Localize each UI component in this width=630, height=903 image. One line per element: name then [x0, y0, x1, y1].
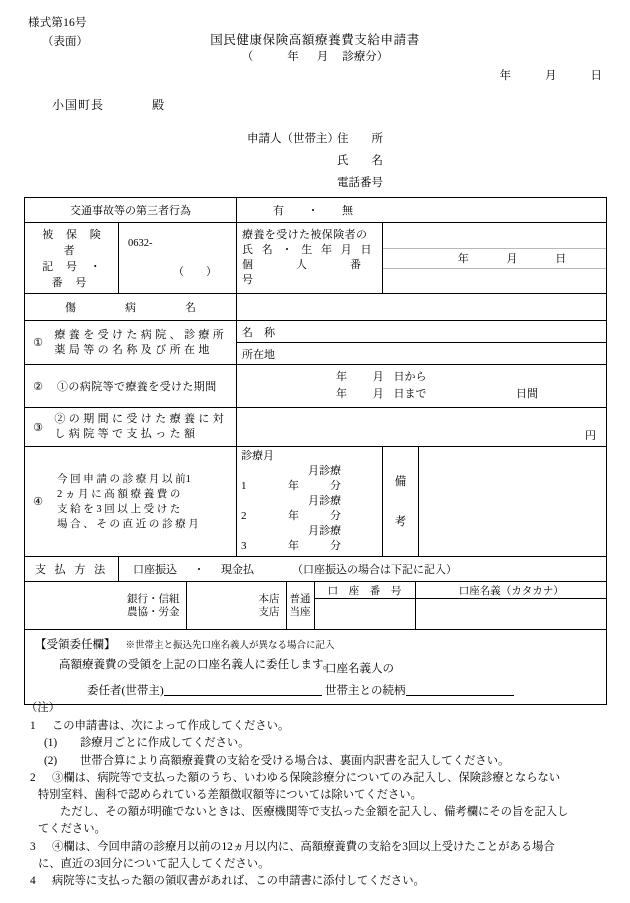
note-marker-3: 3: [30, 840, 36, 853]
item2-to-day: 日まで: [393, 388, 427, 400]
note-text-3-cont: に、直近の3回分について記入してください。: [38, 857, 270, 870]
remarks-label: 備 考: [383, 447, 419, 557]
note-submarker-1-1: (1): [44, 737, 58, 750]
table-row-disease: [25, 294, 607, 321]
table-row-item2: [25, 365, 607, 408]
payment-note: （口座振込の場合は下記に記入）: [292, 564, 457, 576]
date-day-label: 日: [590, 70, 602, 82]
note-marker-1: 1: [30, 720, 36, 733]
item3-amount-field[interactable]: [237, 408, 607, 447]
item1-number: ①: [33, 337, 43, 349]
account-kind-field[interactable]: 普通 当座: [286, 582, 314, 629]
note-marker-2: 2: [30, 771, 36, 784]
applicant-phone-row: [247, 172, 383, 194]
applicant-address-row: [247, 128, 383, 150]
insured-symbol-value: 0632-: [128, 237, 153, 249]
addressee-name: 小国町長: [52, 98, 105, 112]
disease-field[interactable]: [237, 294, 607, 321]
note-subitem-1-1: [26, 735, 612, 752]
note-text-1: この申請書は、次によって作成してください。: [52, 720, 290, 733]
account-holder-header: 口座名義（カタカナ）: [415, 582, 607, 599]
notes-section: [26, 700, 612, 890]
item1-address-field[interactable]: [237, 343, 606, 365]
note-text-2-cont-indent: ただし、その額が明確でないときは、医療機関等で支払った金額を記入し、備考欄にその旨を記入し: [60, 806, 569, 819]
page-title: 国民健康保険高額療養費支給申請書: [210, 33, 420, 47]
disease-label: 傷 病 名: [65, 302, 205, 314]
payment-method-label: 支 払 方 法: [34, 564, 109, 576]
delegation-title-line: [35, 636, 598, 656]
patient-info-label: 療養を受けた被保険者の 氏 名 ・ 生 年 月 日 個 人 番 号: [242, 229, 404, 286]
date-year-label: 年: [499, 70, 511, 82]
applicant-phone-label: 電話番号: [337, 177, 383, 189]
delegation-sentence: 高額療養費の受領を上記の口座名義人に委任します。: [59, 659, 335, 671]
item4-entry-3: 3 年月診療分: [241, 525, 341, 552]
applicant-address-label: 住 所: [337, 133, 383, 145]
item2-from-month: 月: [372, 371, 384, 383]
holder-relation-input[interactable]: [406, 680, 514, 696]
item4-entry-1: 1 年月診療分: [241, 465, 341, 492]
applicant-block: [247, 128, 383, 194]
insured-symbol-label: 被 保 険 者 記 号 ・ 番 号: [42, 229, 106, 289]
treatment-month-subtitle: [0, 48, 630, 64]
third-party-choice: [237, 199, 606, 221]
applicant-name-row: [247, 150, 383, 172]
patient-mynumber-field[interactable]: [383, 268, 606, 287]
bank-branch-field[interactable]: 本店 支店: [186, 582, 286, 629]
note-marker-4: 4: [30, 875, 36, 888]
table-row-bank: [25, 582, 607, 630]
item4-entry-2: 2 年月診療分: [241, 495, 341, 522]
item2-from-day: 日から: [393, 371, 427, 383]
table-row-item3: [25, 408, 607, 447]
remarks-field[interactable]: [419, 447, 607, 557]
third-party-label: 交通事故等の第三者行為: [70, 205, 191, 217]
delegation-title: 【受領委任欄】: [35, 639, 116, 651]
date-month-label: 月: [545, 70, 557, 82]
form-side-label: （表面）: [42, 36, 88, 48]
note-submarker-1-2: (2): [44, 754, 58, 767]
item2-days-unit: 日間: [516, 388, 539, 400]
addressee-line: [52, 96, 165, 113]
note-subtext-1-1: 診療月ごとに作成してください。: [80, 737, 250, 750]
table-row-item1: [25, 321, 607, 365]
third-party-separator: ・: [307, 205, 319, 217]
third-party-no[interactable]: 無: [342, 205, 353, 217]
applicant-label: 申請人（世帯主）: [247, 133, 339, 145]
insured-number-value: （ ）: [173, 265, 217, 278]
note-subitem-1-2: [26, 753, 612, 770]
item1-name-label: 名 称: [242, 326, 275, 339]
item1-address-label: 所在地: [242, 348, 275, 361]
item2-period-field[interactable]: [237, 365, 607, 408]
payment-option-transfer[interactable]: 口座振込: [133, 564, 177, 576]
note-subtext-1-2: 世帯合算により高額療養費の支給を受ける場合は、裏面内訳書を記入してください。: [80, 754, 510, 767]
addressee-honorific: 殿: [152, 98, 166, 112]
applicant-name-label: 氏 名: [337, 155, 383, 167]
payment-options: [119, 558, 606, 580]
form-number: 様式第16号: [28, 17, 87, 29]
payment-option-cash[interactable]: 現金払: [221, 564, 254, 576]
subtitle-tail: 診療分）: [342, 51, 389, 63]
item3-number: ③: [33, 421, 43, 434]
account-number-field[interactable]: [314, 599, 415, 630]
note-item-2: [26, 770, 612, 787]
note-text-2-cont-indent2: てください。: [38, 823, 106, 836]
holder-relation-label-2: 世帯主との続柄: [325, 685, 406, 697]
item4-head: 診療月: [241, 450, 274, 462]
note-item-3: [26, 839, 612, 856]
patient-name-field[interactable]: [383, 230, 606, 249]
payment-option-separator: ・: [193, 564, 205, 576]
subtitle-month-label: 月: [316, 51, 329, 63]
notes-title: （注）: [26, 702, 60, 714]
item2-number: ②: [33, 380, 43, 393]
holder-relation-label-1: 口座名義人の: [325, 663, 394, 675]
delegation-block: [25, 630, 606, 704]
patient-birthdate-field[interactable]: [383, 248, 606, 268]
account-holder-field[interactable]: [415, 599, 607, 630]
patient-birth-month-label: 月: [506, 253, 518, 265]
delegation-note: ※世帯主と振込先口座名義人が異なる場合に記入: [125, 641, 335, 651]
application-table: [24, 197, 607, 705]
table-row-item4: [25, 447, 607, 557]
table-row-delegation: [25, 630, 607, 705]
submission-date: [500, 67, 603, 83]
item2-label: ①の病院等で療養を受けた期間: [57, 381, 217, 393]
table-row-payment-method: [25, 557, 607, 582]
item1-label: 療養を受けた病院、診療所 薬局等の名称及び所在地: [54, 328, 228, 356]
table-row-insured: [25, 223, 607, 294]
note-text-2: ③欄は、病院等で支払った額のうち、いわゆる保険診療分についてのみ記入し、保険診療とならない: [52, 771, 561, 784]
delegator-label: 委任者(世帯主): [87, 685, 164, 697]
item3-unit: 円: [585, 429, 597, 442]
patient-birth-day-label: 日: [555, 253, 567, 265]
table-row-third-party: [25, 198, 607, 223]
note-text-4: 病院等に支払った額の領収書があれば、この申請書に添付してください。: [52, 875, 425, 888]
note-item-4: [26, 873, 612, 890]
item2-to-month: 月: [372, 388, 384, 400]
item2-from-year: 年: [336, 371, 347, 383]
note-item-1: [26, 718, 612, 735]
delegator-input[interactable]: [164, 680, 322, 696]
item4-number: ④: [33, 496, 43, 508]
item2-to-year: 年: [336, 388, 347, 400]
bank-name-field[interactable]: 銀行・信組 農協・労金: [25, 582, 186, 629]
delegator-line: [87, 680, 322, 701]
note-text-3: ④欄は、今回申請の診療月以前の12ヵ月以内に、高額療養費の支給を3回以上受けたことがある場合: [52, 840, 555, 853]
item4-months-field[interactable]: [237, 447, 383, 557]
item1-name-field[interactable]: [237, 321, 606, 343]
item4-label: 今 回 申 請 の 診 療 月 以 前1 2 ヵ 月 に 高 額 療 養 費 の 支 給 を 3 回 以 上 受 け た 場 合 、 そ の 直 近 の 診 療 月: [57, 473, 199, 530]
note-text-2-cont: 特別室料、歯科で認められている差額徴収額等については除いてください。: [38, 789, 422, 802]
patient-birth-year-label: 年: [457, 253, 469, 265]
account-number-header: 口 座 番 号: [314, 582, 415, 599]
third-party-yes[interactable]: 有: [273, 205, 284, 217]
subtitle-open-paren: （: [241, 51, 254, 63]
item3-label: ②の期間に受けた療養に対 し病院等で支払った額: [54, 413, 228, 440]
holder-relation-line: [325, 680, 514, 701]
insured-number-field[interactable]: [119, 235, 236, 282]
patient-entry-subgrid: [383, 230, 606, 287]
subtitle-year-label: 年: [287, 51, 299, 63]
